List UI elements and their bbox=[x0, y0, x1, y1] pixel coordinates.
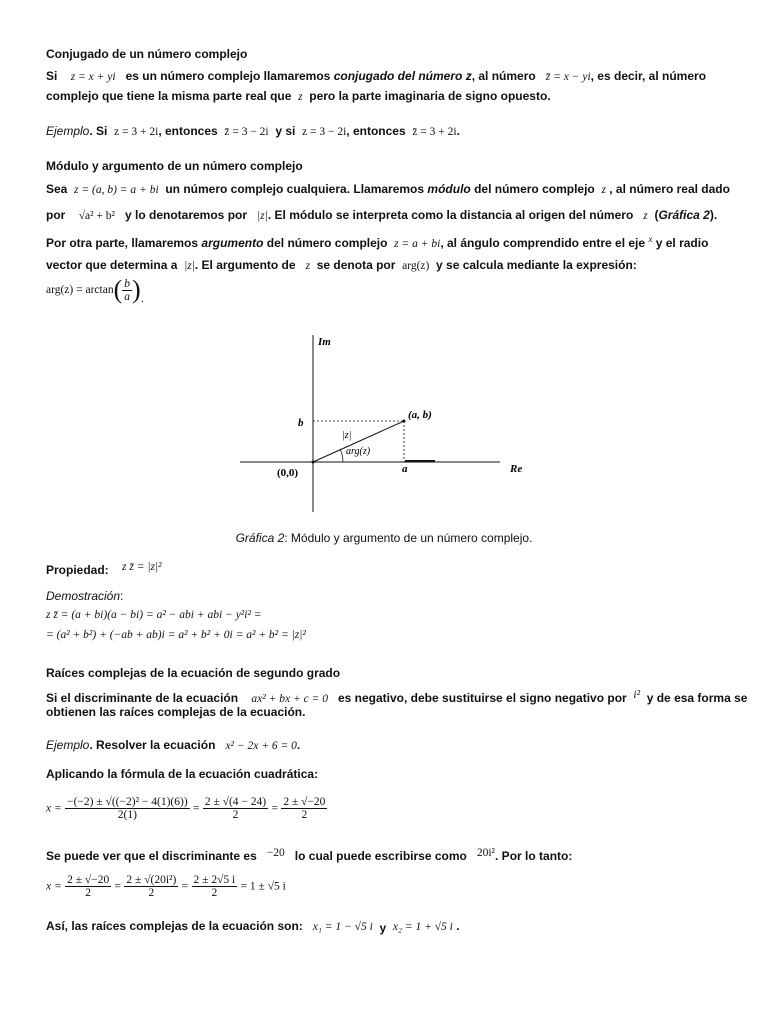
math-sqrt-modulus: √a² + b² bbox=[78, 210, 115, 222]
point-ab-dot bbox=[403, 420, 406, 423]
label-a: a bbox=[402, 463, 408, 475]
section-title-conjugado: Conjugado de un número complejo bbox=[46, 47, 248, 61]
label-arg: arg(z) bbox=[346, 446, 371, 457]
paragraph-modulo-1: Sea z = (a, b) = a + bi un número complejo cualquiera. Llamaremos módulo del número complejo z , al número real dado bbox=[46, 182, 730, 196]
arg-arc bbox=[340, 449, 343, 462]
demo-line-1: z z̄ = (a + bi)(a − bi) = a² − abi + abi − y²i² = bbox=[46, 609, 262, 621]
quadratic-formula-2: x = $\frac{2 \pm √-20}{2}$ = $\frac{\text{2 ± √(20i²)}}{2}$ = $\frac{2 \pm 2√5 i}{2}$ = 1 ± √5 i bbox=[46, 874, 286, 899]
paragraph-raices-1: Si el discriminante de la ecuación ax² + bx + c = 0 es negativo, debe sustituirse el signo negativo por i² y de esa forma se bbox=[46, 689, 748, 705]
label-re: Re bbox=[510, 463, 523, 475]
figure-caption: Gráfica 2: Módulo y argumento de un número complejo. bbox=[235, 531, 533, 545]
roots-text: Así, las raíces complejas de la ecuación son: x₁ = 1 − √5 i y x₂ = 1 + √5 i . bbox=[46, 919, 460, 935]
section-title-raices: Raíces complejas de la ecuación de segundo grado bbox=[46, 666, 341, 680]
label-point: (a, b) bbox=[408, 409, 432, 421]
math-zbar-def: z̄ = x − yi bbox=[545, 71, 591, 83]
label-modulus: |z| bbox=[342, 430, 352, 441]
property-line: Propiedad: z z̄ = |z|² bbox=[46, 561, 162, 577]
formula-arctan: arg(z) = arctan( $\frac{b}{a}$ ). bbox=[46, 275, 144, 305]
demo-line-2: = (a² + b²) + (−ab + ab)i = a² + b² + 0i = a² + b² = |z|² bbox=[46, 629, 306, 641]
complex-plane-graph bbox=[0, 330, 768, 530]
section-title-modulo: Módulo y argumento de un número complejo bbox=[46, 159, 303, 173]
label-b: b bbox=[298, 417, 304, 429]
label-origin: (0,0) bbox=[277, 467, 299, 479]
label-im: Im bbox=[318, 336, 331, 348]
paragraph-modulo-3: Por otra parte, llamaremos argumento del número complejo z = a + bi, al ángulo comprendido entre el eje $^x$ y el radio bbox=[46, 234, 709, 250]
paragraph-modulo-2: por √a² + b² y lo denotaremos por |z|. El módulo se interpreta como la distancia al origen del número z (Gráfica 2). bbox=[46, 208, 718, 222]
origin-dot bbox=[312, 461, 315, 464]
quadratic-formula-1: x = $\frac{\text{−(−2) ± √((−2)² − 4(1)(6))}}{2(1)}$ = $\frac{2 \pm √(4 - 24)}{2}$ = $\frac{2 \pm √-20}{2}$ bbox=[46, 796, 326, 821]
paragraph-conjugado-1: Si z = x + yi es un número complejo llamaremos conjugado del número z, al número z̄ = x − yi, es decir, al número bbox=[46, 69, 707, 83]
apply-formula-text: Aplicando la fórmula de la ecuación cuadrática: bbox=[46, 767, 319, 781]
discriminant-text: Se puede ver que el discriminante es −20 lo cual puede escribirse como 20i². Por lo tanto: bbox=[46, 847, 573, 863]
example-conjugado: Ejemplo. Si z = 3 + 2i, entonces z̄ = 3 − 2i y si z = 3 − 2i, entonces z̄ = 3 + 2i. bbox=[46, 124, 460, 138]
example-raices: Ejemplo. Resolver la ecuación x² − 2x + 6 = 0. bbox=[46, 738, 301, 752]
math-z-def: z = x + yi bbox=[70, 71, 116, 83]
demo-label: Demostración: bbox=[46, 589, 124, 603]
paragraph-modulo-4: vector que determina a |z|. El argumento de z se denota por arg(z) y se calcula mediante la expresión: bbox=[46, 258, 637, 272]
paragraph-conjugado-2: complejo que tiene la misma parte real que z pero la parte imaginaria de signo opuesto. bbox=[46, 89, 551, 103]
paragraph-raices-2: obtienen las raíces complejas de la ecuación. bbox=[46, 705, 306, 719]
